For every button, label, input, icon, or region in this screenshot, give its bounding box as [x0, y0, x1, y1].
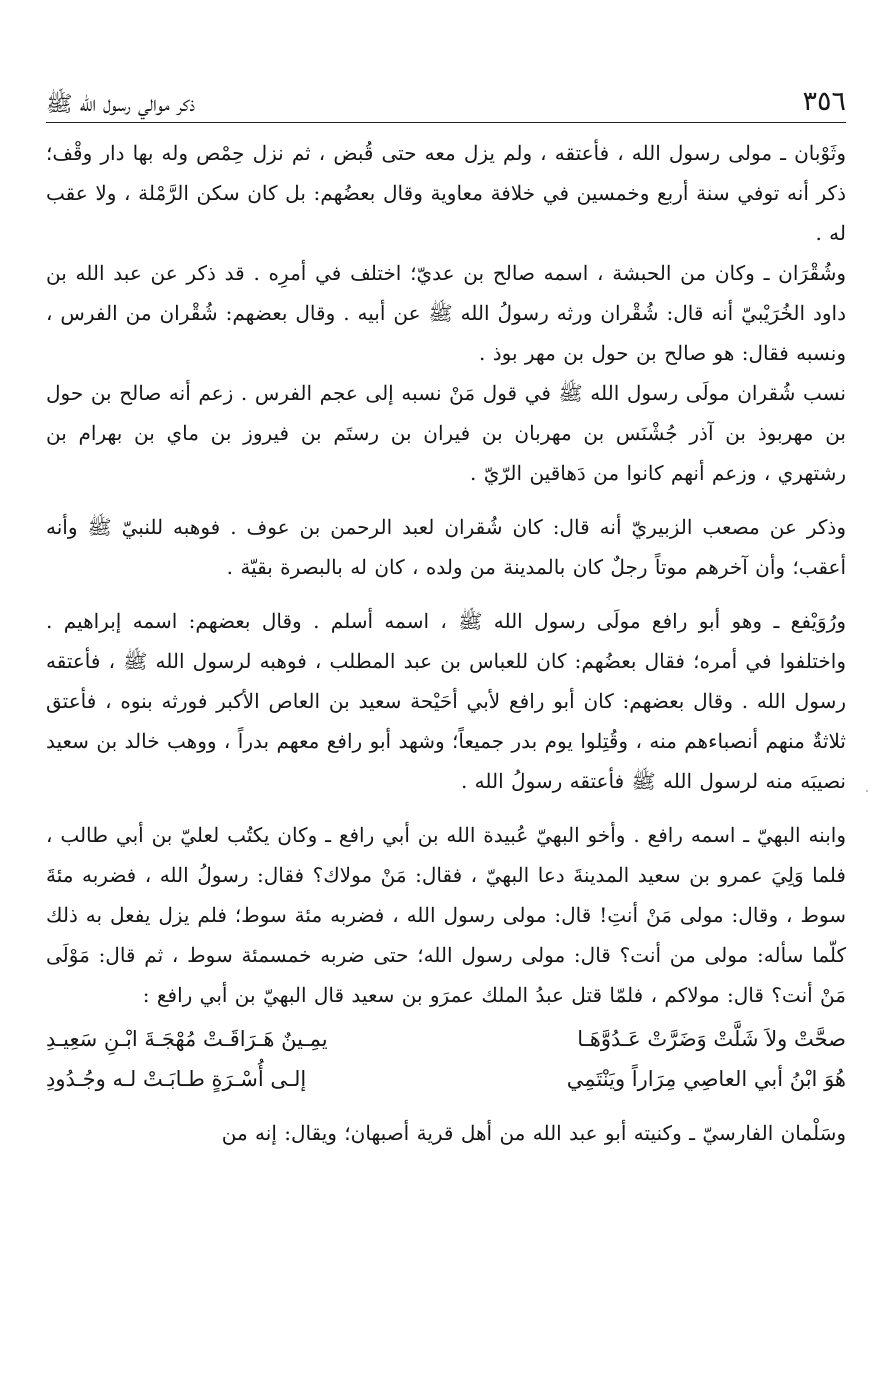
- paragraph-shuqran: وشُقْرَان ـ وكان من الحبشة ، اسمه صالح بن عديّ؛ اختلف في أمرِه . قد ذكر عن عبد الله بن داود الخُرَيْبيّ أنه قال: شُقْران ورثه رسولُ الله ﷺ عن أبيه . وقال بعضهم: شُقْران من الفرس ، ونسبه فقال: هو صالح بن حول بن مهر بوذ .: [46, 261, 846, 365]
- book-page: [46, 82, 846, 1153]
- poem-verse: [46, 1019, 846, 1059]
- verse-first-hemistich: هُوَ ابْنُ أبي العاصِي مِرَاراً ويَنْتَمِي: [566, 1067, 846, 1091]
- paragraph-thawban: وثَوْبان ـ مولى رسول الله ، فأعتقه ، ولم يزل معه حتى قُبض ، ثم نزل حِمْص وله بها دار وقْف؛ ذكر أنه توفي سنة أربع وخمسين في خلافة معاوية وقال بعضُهم: بل كان سكن الرَّمْلة ، ولا عقب له .: [46, 141, 846, 245]
- poem: [46, 1019, 846, 1099]
- verse-second-hemistich: إلـى أُسْـرَةٍ طـابَـتْ لـه وجُـدُودِ: [46, 1067, 307, 1091]
- running-title: ذكر موالي رسول الله ﷺ: [46, 92, 196, 117]
- paragraph-al-bahi: وابنه البهيّ ـ اسمه رافع . وأخو البهيّ عُبيدة الله بن أبي رافع ـ وكان يكتُب لعليّ بن أبي طالب ، فلما وَلِيَ عمرو بن سعيد المدينةَ دعا البهيّ ، فقال: مَنْ مولاك؟ فقال: رسولُ الله ، فضربه مئةَ سوط ، وقال: مولى مَنْ أنتِ! قال: مولى رسول الله ، فضربه مئة سوط؛ فلم يزل يفعل به ذلك كلّما سأله: مولى من أنت؟ قال: مولى رسول الله؛ حتى ضربه خمسمئة سوط ، ثم قال: مَوْلَى مَنْ أنت؟ قال: مولاكم ، فلمّا قتل عبدُ الملك عمرَو بن سعيد قال البهيّ بن أبي رافع :: [46, 823, 847, 1007]
- verse-first-hemistich: صحَّتْ ولاَ شَلَّتْ وَضَرَّتْ عَـدُوَّهَـا: [577, 1027, 846, 1051]
- paragraph-shuqran-lineage: نسب شُقران مولَى رسول الله ﷺ في قول مَنْ نسبه إلى عجم الفرس . زعم أنه صالح بن حول بن مهربوذ بن آذر جُشْنَس بن مهربان بن فيران بن رستَم بن فيروز بن ماي بن بهرام بن رشتهري ، وزعم أنهم كانوا من دَهاقين الرّيّ .: [46, 381, 846, 485]
- paragraph-abu-rafi: ورُوَيْفع ـ وهو أبو رافع مولَى رسول الله ﷺ ، اسمه أسلم . وقال بعضهم: اسمه إبراهيم . واختلفوا في أمره؛ فقال بعضُهم: كان للعباس بن عبد المطلب ، فوهبه لرسول الله ﷺ ، فأعتقه رسول الله . وقال بعضهم: كان أبو رافع لأبي أحَيْحة سعيد بن العاص الأكبر فورثه بنوه ، فأعتق ثلاثةٌ منهم أنصباءهم منه ، وقُتِلوا يوم بدر جميعاً؛ وشهد أبو رافع معهم بدراً ، ووهب خالد بن سعيد نصيبَه منه لرسول الله ﷺ فأعتقه رسولُ الله .: [46, 609, 846, 793]
- page-body: [46, 123, 846, 1153]
- page-number: ٣٥٦: [802, 86, 846, 117]
- paragraph-zubayri-report: وذكر عن مصعب الزبيريّ أنه قال: كان شُقران لعبد الرحمن بن عوف . فوهبه للنبيّ ﷺ وأنه أعقب؛ وأن آخرهم موتاً رجلٌ كان بالمدينة من ولده ، كان له بالبصرة بقيّة .: [46, 515, 846, 579]
- margin-speck: [866, 790, 868, 792]
- poem-verse: [46, 1059, 846, 1099]
- page-header: [46, 82, 846, 123]
- paragraph-salman: وسَلْمان الفارسيّ ـ وكنيته أبو عبد الله من أهل قرية أصبهان؛ ويقال: إنه من: [221, 1121, 846, 1145]
- verse-second-hemistich: يمِـينٌ هَـرَاقَـتْ مُهْجَـةَ ابْـنِ سَعِيـدِ: [46, 1027, 328, 1051]
